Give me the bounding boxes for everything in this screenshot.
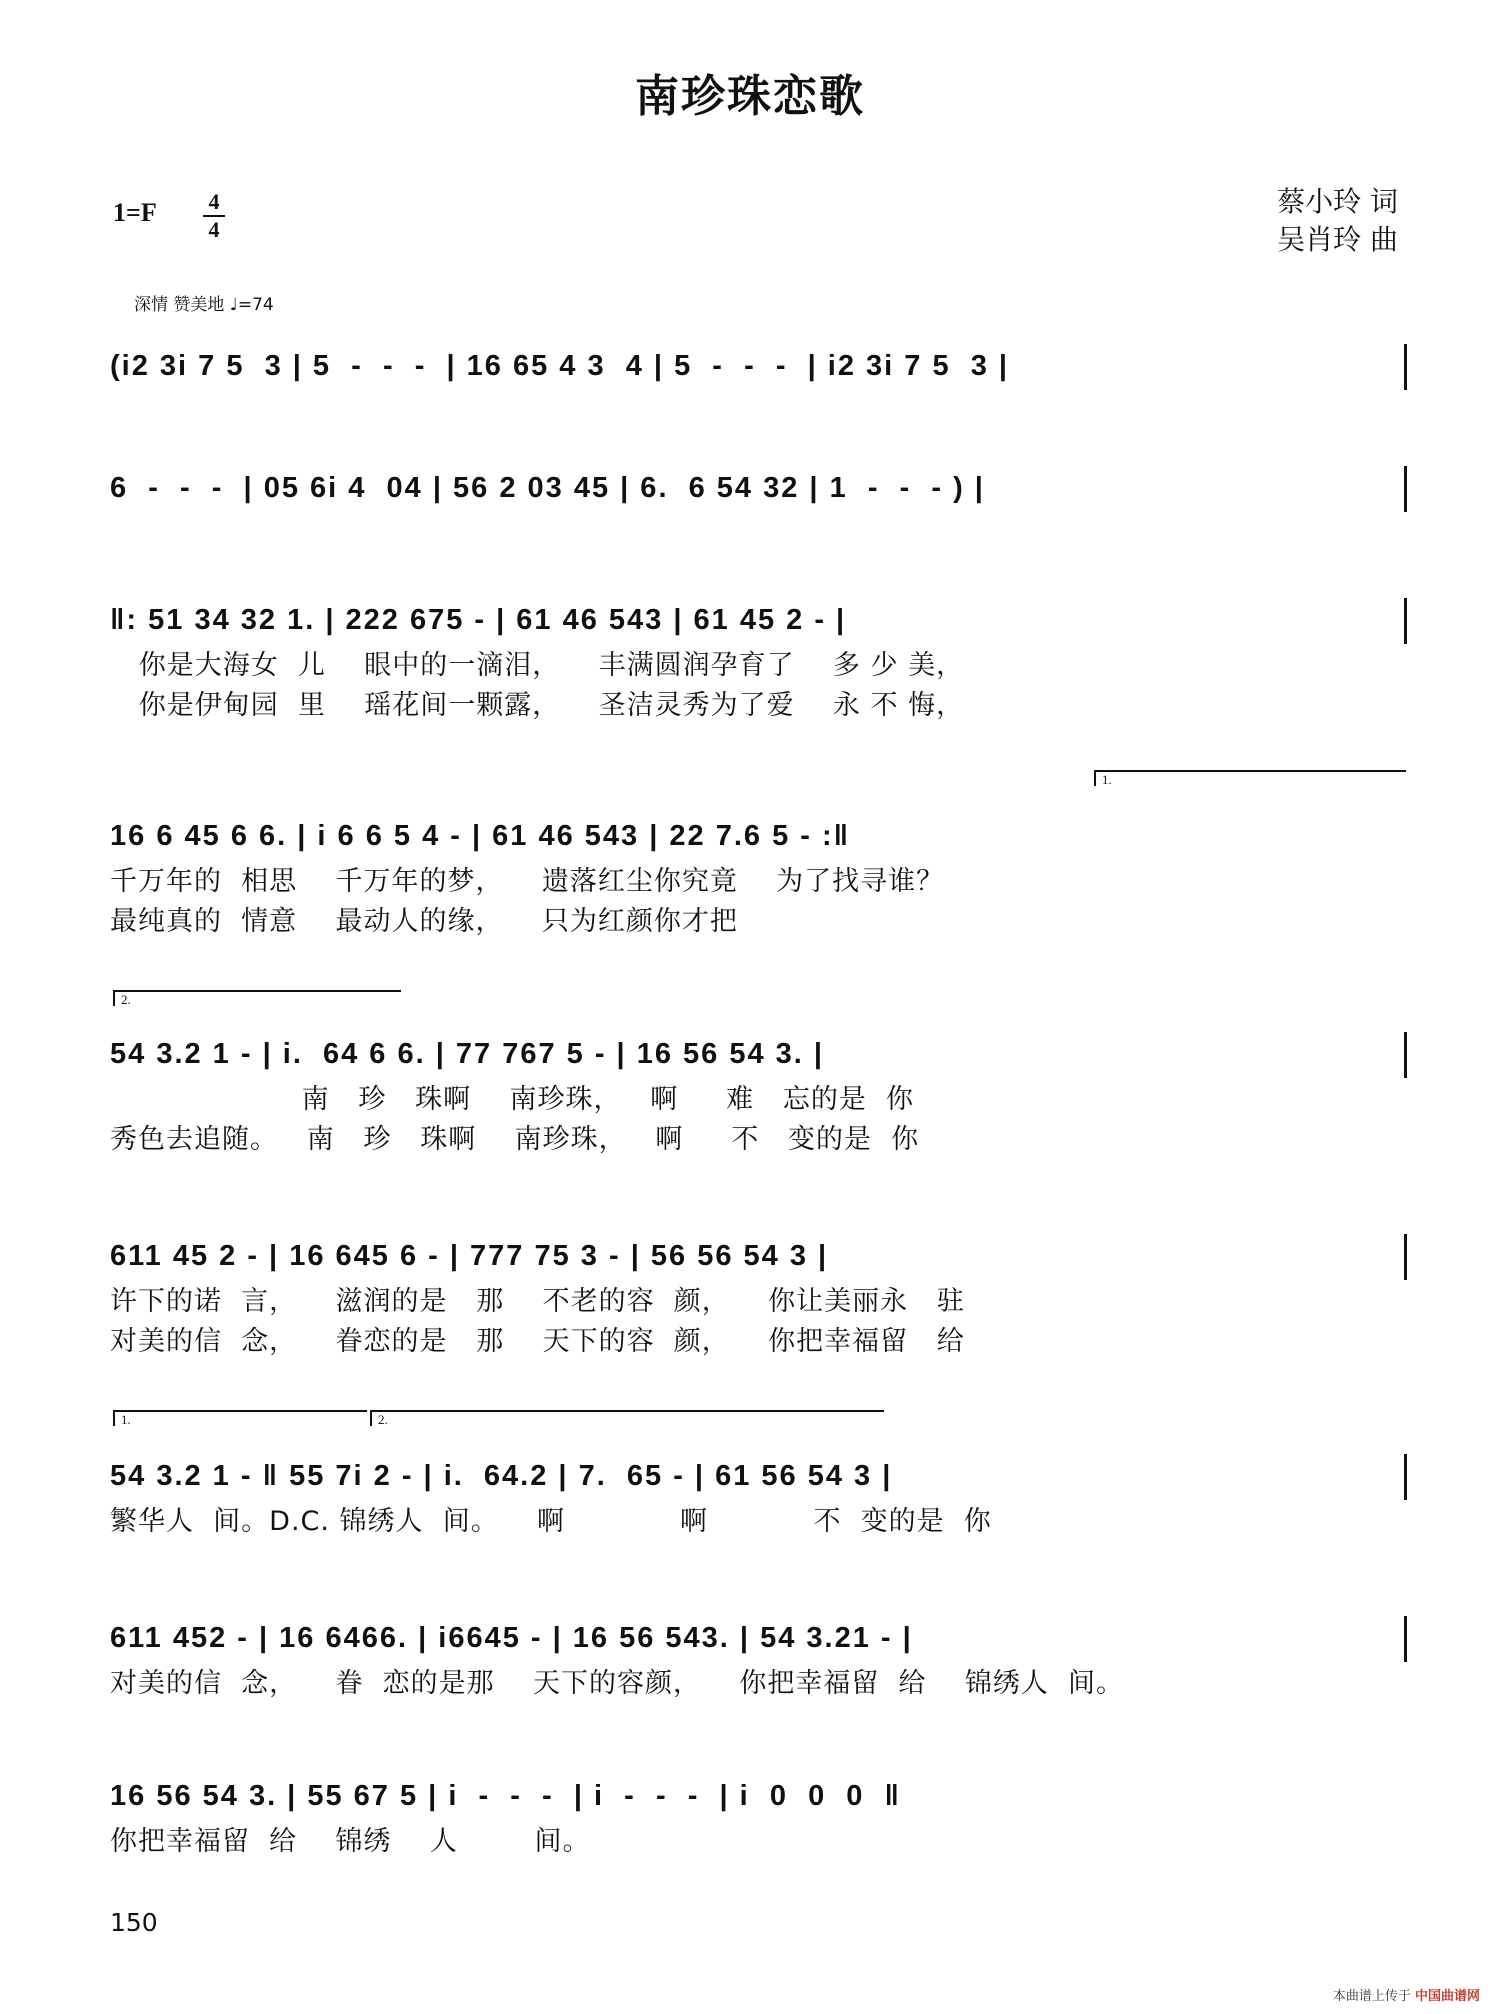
lyric-verse-1: 许下的诺 言， 滋润的是 那 不老的容 颜， 你让美丽永 驻 <box>110 1286 965 1317</box>
barline <box>1404 1616 1407 1662</box>
volta-bracket-second: 2. <box>370 1410 884 1426</box>
lyric-verse-1: 繁华人 间。D.C. 锦绣人 间。 啊 啊 不 变的是 你 <box>110 1506 992 1537</box>
tempo-marking: 深情 赞美地 ♩=74 <box>134 295 274 315</box>
lyric-verse-2: 你是伊甸园 里 瑶花间一颗露， 圣洁灵秀为了爱 永 不 悔， <box>110 690 965 721</box>
notes-line: 611 452 - | 16 6466. | i6645 - | 16 56 543. | 54 3.21 - | <box>110 1622 913 1654</box>
volta-bracket-second: 2. <box>113 990 401 1006</box>
notes-line: 16 6 45 6 6. | i 6 6 5 4 - | 61 46 543 | 22 7.6 5 - :‖ <box>110 820 851 852</box>
page-title: 南珍珠恋歌 <box>635 71 865 122</box>
lyric-verse-1: 千万年的 相思 千万年的梦， 遗落红尘你究竟 为了找寻谁？ <box>110 866 945 897</box>
time-signature <box>203 190 225 242</box>
barline <box>1404 344 1407 390</box>
footer-brand-logo: 中国曲谱网 <box>1414 1989 1480 2004</box>
footer-text: 本曲谱上传于 <box>1332 1989 1411 2004</box>
barline <box>1404 598 1407 644</box>
footer-watermark <box>1333 1985 1480 2004</box>
barline <box>1404 1032 1407 1078</box>
lyric-verse-1: 对美的信 念， 眷 恋的是那 天下的容颜， 你把幸福留 给 锦绣人 间。 <box>110 1668 1124 1699</box>
notes-line: 54 3.2 1 - | i. 64 6 6. | 77 767 5 - | 16 56 54 3. | <box>110 1038 825 1070</box>
barline <box>1404 1234 1407 1280</box>
meter-top: 4 <box>208 189 220 214</box>
notes-line: 611 45 2 - | 16 645 6 - | 777 75 3 - | 56 56 54 3 | <box>110 1240 829 1272</box>
notes-line: 16 56 54 3. | 55 67 5 | i - - - | i - - - | i 0 0 0 ‖ <box>110 1780 901 1812</box>
lyric-verse-2: 秀色去追随。 南 珍 珠啊 南珍珠， 啊 不 变的是 你 <box>110 1124 920 1155</box>
key-signature: 1=F <box>113 198 157 227</box>
lyric-verse-1: 你把幸福留 给 锦绣 人 间。 <box>110 1826 591 1857</box>
meter-bottom: 4 <box>208 217 220 242</box>
lyric-verse-1: 南 珍 珠啊 南珍珠， 啊 难 忘的是 你 <box>110 1084 915 1115</box>
lyric-verse-1: 你是大海女 儿 眼中的一滴泪， 丰满圆润孕育了 多 少 美， <box>110 650 965 681</box>
notes-line: 54 3.2 1 - ‖ 55 7i 2 - | i. 64.2 | 7. 65 - | 61 56 54 3 | <box>110 1460 893 1492</box>
composer-credit: 吴肖玲 曲 <box>1277 223 1398 256</box>
barline <box>1404 1454 1407 1500</box>
notes-line: 6 - - - | 05 6i 4 04 | 56 2 03 45 | 6. 6 54 32 | 1 - - - ) | <box>110 472 985 504</box>
lyric-verse-2: 最纯真的 情意 最动人的缘， 只为红颜你才把 <box>110 906 738 937</box>
volta-bracket-first: 1. <box>113 1410 367 1426</box>
notes-line: (i2 3i 7 5 3 | 5 - - - | 16 65 4 3 4 | 5 - - - | i2 3i 7 5 3 | <box>110 350 1010 382</box>
barline <box>1404 466 1407 512</box>
page-number: 150 <box>110 1908 158 1937</box>
volta-bracket-first: 1. <box>1094 770 1406 786</box>
notes-line: ‖: 51 34 32 1. | 222 675 - | 61 46 543 | 61 45 2 - | <box>110 604 847 636</box>
lyric-verse-2: 对美的信 念， 眷恋的是 那 天下的容 颜， 你把幸福留 给 <box>110 1326 965 1357</box>
lyricist-credit: 蔡小玲 词 <box>1277 185 1398 218</box>
